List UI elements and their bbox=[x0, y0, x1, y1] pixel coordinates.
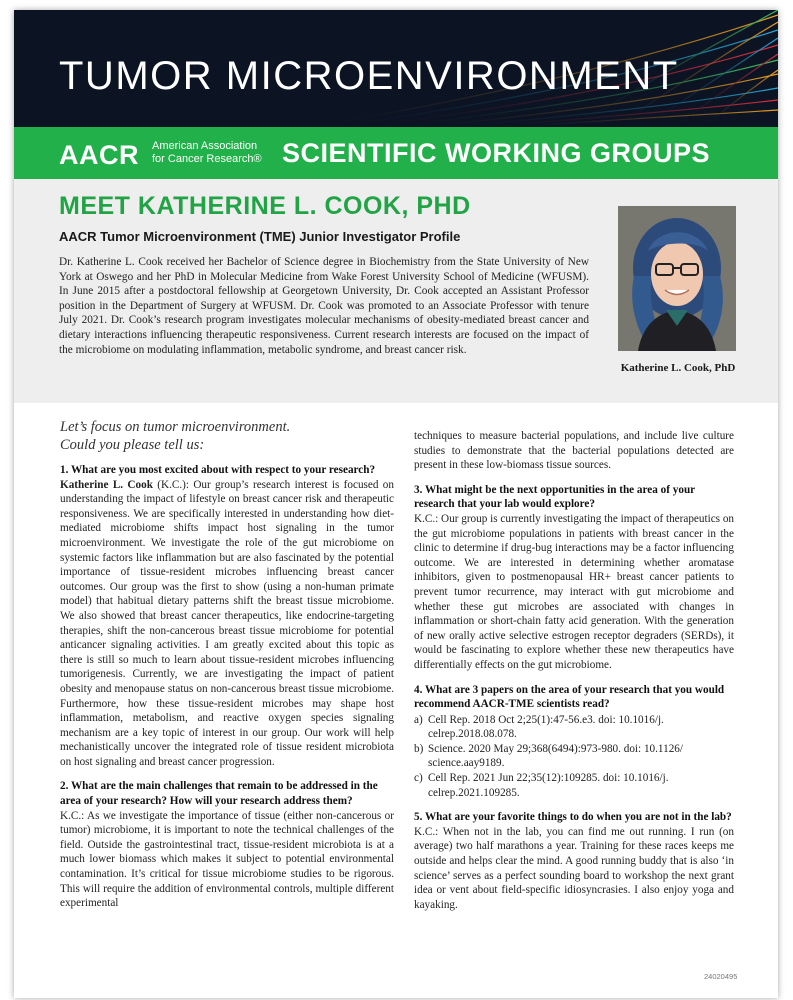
intro-line-1: Let’s focus on tumor microenvironment. bbox=[60, 419, 291, 435]
reference-list bbox=[414, 713, 734, 801]
org-line-1: American Association bbox=[152, 140, 258, 152]
reference-label: a) bbox=[414, 713, 423, 726]
banner-title: TUMOR MICROENVIRONMENT bbox=[59, 54, 679, 98]
question-block-5 bbox=[414, 810, 734, 912]
document-page bbox=[14, 10, 778, 998]
profile-name: MEET KATHERINE L. COOK, PHD bbox=[59, 192, 471, 220]
answer-5: K.C.: When not in the lab, you can find me out running. I run (on average) two half marathons a year. Training for these races keeps me outside and helps clear the mind. A good running buddy that is also ‘in science’ serves as a perfect sounding board to workshop the next grant idea or vent about field-specific idiosyncrasies. I also enjoy yoga and kayaking. bbox=[414, 825, 734, 911]
portrait-illustration bbox=[618, 206, 736, 351]
org-line-2: for Cancer Research® bbox=[152, 153, 262, 165]
reference-text: Cell Rep. 2018 Oct 2;25(1):47-56.e3. doi: 10.1016/j. celrep.2018.08.078. bbox=[428, 713, 664, 741]
reference-label: b) bbox=[414, 742, 424, 755]
profile-subtitle: AACR Tumor Microenvironment (TME) Junior Investigator Profile bbox=[59, 229, 461, 244]
profile-bio: Dr. Katherine L. Cook received her Bachelor of Science degree in Biochemistry from the State University of New York at Oswego and her PhD in Molecular Medicine from Wake Forest University School of Medicine (WFUSM). In June 2015 after a postdoctoral fellowship at Georgetown University, Dr. Cook accepted an Assistant Professor position in the Department of Surgery at WFUSM. Dr. Cook was promoted to an Associate Professor with tenure July 2021. Dr. Cook’s research program investigates molecular mechanisms of obesity-mediated breast cancer and dietary interactions influencing therapeutic responsiveness. Current research interests are focused on the impact of the microbiome on modulating inflammation, metabolic syndrome, and breast cancer risk. bbox=[59, 256, 589, 356]
answer-1-name: Katherine L. Cook bbox=[60, 478, 153, 491]
answer-2-part-2: techniques to measure bacterial populations, and include live culture studies to demonstrate that the bacterial populations detected are present in these low-biomass tissue sources. bbox=[414, 430, 734, 472]
reference-item bbox=[414, 742, 734, 771]
reference-label: c) bbox=[414, 772, 423, 785]
answer-3: K.C.: Our group is currently investigating the impact of therapeutics on the gut microbiome populations in patients with breast cancer in the clinic to determine if drug-bug interactions may be a factor influencing outcome. We are interested in determining whether aromatase inhibitors, given to postmenopausal HR+ breast cancer patients to prevent tumor recurrence, may interact with gut microbiome and whether these gut microbes are associated with changes in inflammation or short-chain fatty acid generation. With the generation of new orally active selective estrogen receptor degraders (SERDs), it would be fascinating to explore whether these new therapeutics have differentially effects on the gut microbiome. bbox=[414, 512, 735, 671]
interview-intro bbox=[60, 418, 394, 454]
aacr-logo: AACR bbox=[59, 140, 139, 170]
reference-item bbox=[414, 771, 734, 800]
question-block-4 bbox=[414, 683, 734, 801]
question-1: 1. What are you most excited about with respect to your research? bbox=[60, 464, 376, 476]
photo-caption: Katherine L. Cook, PhD bbox=[620, 362, 736, 374]
interview-left-column bbox=[60, 418, 394, 921]
reference-item bbox=[414, 713, 734, 742]
reference-text: Cell Rep. 2021 Jun 22;35(12):109285. doi: 10.1016/j. celrep.2021.109285. bbox=[428, 772, 669, 799]
question-block-1 bbox=[60, 463, 394, 769]
document-code: 24020495 bbox=[704, 972, 738, 981]
aacr-org-name bbox=[152, 140, 282, 166]
section-title: SCIENTIFIC WORKING GROUPS bbox=[282, 138, 711, 168]
answer-1 bbox=[60, 478, 394, 770]
answer-1-text: (K.C.): Our group’s research interest is focused on understanding the impact of lifestyle on breast cancer risk and therapeutic responsiveness. We are specifically interested in understanding how diet-mediated microbiome shifts impact host signaling in the tumor microenvironment. We investigate the role of the gut microbiome on systemic factors like inflammation but are also fascinated by the potential importance of tissue-resident microbes influencing breast cancer outcomes. Our group was the first to show (using a non-human primate model) that habitual dietary patterns shift the breast tissue microbiome. We also showed that breast cancer therapeutics, like endocrine-targeting therapies, shift the non-cancerous breast tissue microbiome for potential anticancer signaling activities. I am greatly excited about this topic as there is still so much to learn about tissue-resident microbes influencing tumorigenesis. Currently, we are investigating the impact of patient obesity and menopause status on non-cancerous breast tissue microbiome. Furthermore, how these tissue-resident microbes may shape host inflammation, metabolism, and reactive oxygen species signaling mechanism are a key topic of interest in our group. Our work will help mechanistically uncover the integrated role of tissue resident microbiota on host signaling and breast cancer progression. bbox=[60, 478, 394, 768]
reference-text: Science. 2020 May 29;368(6494):973-980. doi: 10.1126/ science.aay9189. bbox=[428, 742, 684, 770]
question-2: 2. What are the main challenges that remain to be addressed in the area of your research? How will your research address them? bbox=[60, 780, 378, 808]
interview-right-column bbox=[414, 429, 734, 922]
question-block-3 bbox=[414, 483, 734, 673]
question-4: 4. What are 3 papers on the area of your research that you would recommend AACR-TME scientists read? bbox=[414, 683, 725, 711]
intro-line-2: Could you please tell us: bbox=[60, 437, 205, 453]
title-banner bbox=[14, 10, 778, 127]
brand-bar bbox=[14, 127, 778, 179]
portrait-photo bbox=[618, 206, 736, 351]
answer-2-part-1: K.C.: As we investigate the importance of tissue (either non-cancerous or tumor) microbiome, it is important to note the technical challenges of the field. Outside the gastrointestinal tract, tissue-resident microbiota is at a much lower biomass which makes it subject to potential environmental contamination. It’s critical for tissue microbiome studies to be rigorous. This will require the addition of environmental controls, multiple different experimental bbox=[60, 809, 394, 910]
question-5: 5. What are your favorite things to do when you are not in the lab? bbox=[414, 811, 732, 824]
question-3: 3. What might be the next opportunities in the area of your research that your lab would explore? bbox=[414, 483, 695, 511]
question-block-2 bbox=[60, 779, 394, 910]
profile-section bbox=[14, 179, 778, 403]
